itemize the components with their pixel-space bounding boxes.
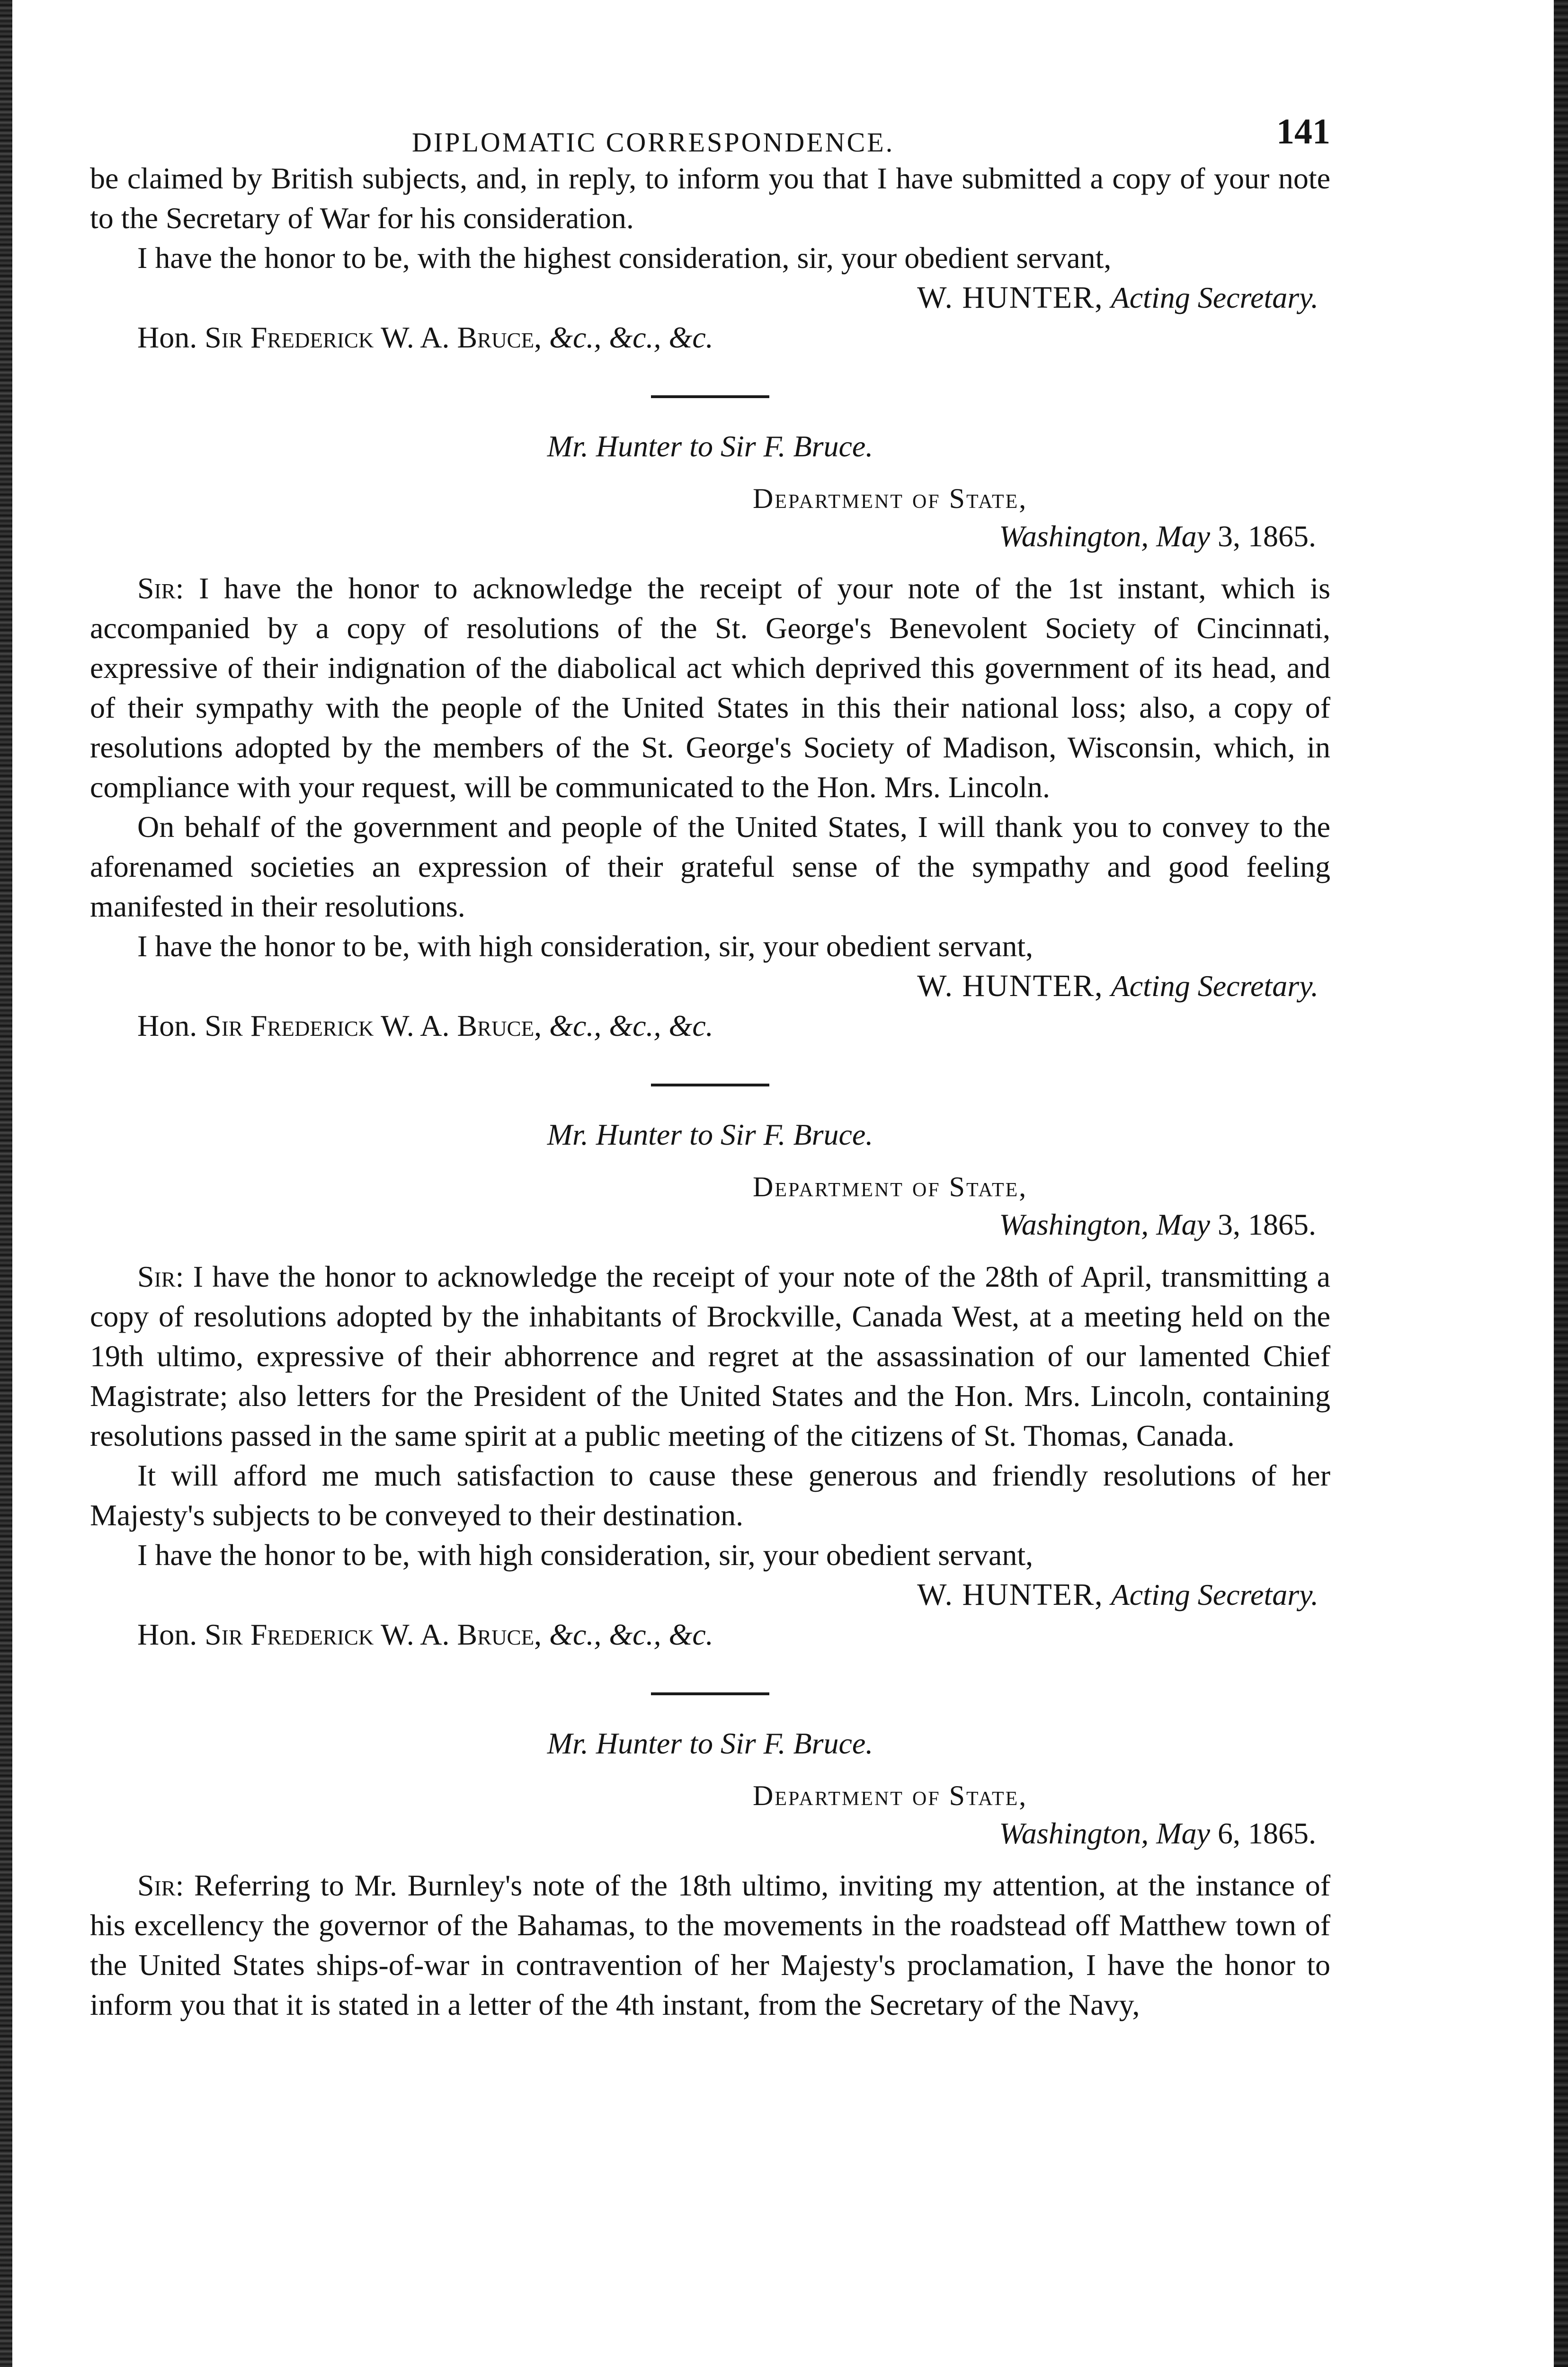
section-divider [651,1084,769,1086]
place-date-line [90,1814,1330,1853]
paragraph-text: Referring to Mr. Burnley's note of the 18th ultimo, inviting my attention, at the instance of his excellency the governor of the Bahamas, to the movements in the roadstead off Matthew town of the United States ships-of-war in contravention of her Majesty's proclamation, I have the honor to inform you that it is stated in a letter of the 4th instant, from the Secretary of the Navy, [90,1869,1330,2021]
salutation: Sir: [137,1869,184,1902]
addressee-name: Sir Frederick W. A. Bruce, [205,320,542,354]
signature-title: Acting Secretary. [1111,969,1319,1003]
addressee-hon: Hon. [137,320,197,354]
signature [90,278,1330,318]
addressee [137,318,1330,357]
signature-name: W. HUNTER, [917,969,1104,1003]
closing-paragraph: I have the honor to be, with high consideration, sir, your obedient servant, [137,929,1033,963]
running-title: DIPLOMATIC CORRESPONDENCE. [412,127,895,158]
date: 3, 1865. [1218,1208,1316,1241]
department-line: Department of State, [753,1171,1028,1202]
closing-paragraph: I have the honor to be, with high consideration, sir, your obedient servant, [137,1538,1033,1572]
letter [90,1724,1330,2025]
letter-continuation [90,159,1330,357]
section-divider [651,395,769,398]
place-date-line [90,516,1330,556]
signature-name: W. HUNTER, [917,280,1104,315]
place: Washington, May [999,1816,1210,1850]
addressee-etc: &c., &c., &c. [549,1618,713,1651]
letter-heading: Mr. Hunter to Sir F. Bruce. [547,429,873,463]
place: Washington, May [999,519,1210,553]
salutation: Sir: [137,1260,184,1293]
letter [90,1115,1330,1655]
place-date-line [90,1205,1330,1245]
signature [90,966,1330,1006]
addressee [137,1615,1330,1655]
scan-edge-left [0,0,12,2367]
closing-paragraph: I have the honor to be, with the highest consideration, sir, your obedient servant, [137,241,1112,275]
addressee-hon: Hon. [137,1618,197,1651]
signature [90,1575,1330,1615]
document-page [90,107,1330,2025]
addressee-etc: &c., &c., &c. [549,320,713,354]
letter-heading: Mr. Hunter to Sir F. Bruce. [547,1118,873,1151]
department-line: Department of State, [753,1780,1028,1811]
addressee-name: Sir Frederick W. A. Bruce, [205,1009,542,1042]
date: 6, 1865. [1218,1816,1316,1850]
paragraph-text: I have the honor to acknowledge the receipt of your note of the 28th of April, transmitting a copy of resolutions adopted by the inhabitants of Brockville, Canada West, at a meeting held on the 19th ultimo, expressive of their abhorrence and regret at the assassination of our lamented Chief Magistrate; also letters for the President of the United States and the Hon. Mrs. Lincoln, containing resolutions passed in the same spirit at a public meeting of the citizens of St. Thomas, Canada. [90,1260,1330,1452]
body-paragraph: On behalf of the government and people of the United States, I will thank you to convey to the aforenamed societies an expression of their grateful sense of the sympathy and good feeling manifested in their resolutions. [90,810,1330,923]
place: Washington, May [999,1208,1210,1241]
addressee [137,1006,1330,1046]
section-divider [651,1692,769,1695]
body-paragraph [90,1866,1330,2025]
body-paragraph [90,569,1330,807]
body-paragraph: It will afford me much satisfaction to cause these generous and friendly resolutions of her Majesty's subjects to be conveyed to their destination. [90,1459,1330,1532]
signature-title: Acting Secretary. [1111,1578,1319,1611]
addressee-etc: &c., &c., &c. [549,1009,713,1042]
signature-name: W. HUNTER, [917,1577,1104,1612]
running-head [90,107,1330,159]
addressee-hon: Hon. [137,1009,197,1042]
date: 3, 1865. [1218,519,1316,553]
addressee-name: Sir Frederick W. A. Bruce, [205,1618,542,1651]
scan-edge-right [1554,0,1568,2367]
page-number: 141 [1276,112,1330,151]
letter-heading: Mr. Hunter to Sir F. Bruce. [547,1726,873,1760]
body-paragraph [90,1257,1330,1456]
salutation: Sir: [137,571,184,605]
department-line: Department of State, [753,483,1028,514]
paragraph-text: I have the honor to acknowledge the receipt of your note of the 1st instant, which is accompanied by a copy of resolutions of the St. George's Benevolent Society of Cincinnati, expressive of their indignation of the diabolical act which deprived this government of its head, and of their sympathy with the people of the United States in this their national loss; also, a copy of resolutions adopted by the members of the St. George's Society of Madison, Wisconsin, which, in compliance with your request, will be communicated to the Hon. Mrs. Lincoln. [90,571,1331,804]
body-paragraph: be claimed by British subjects, and, in reply, to inform you that I have submitted a copy of your note to the Secretary of War for his consideration. [90,161,1330,235]
letter [90,427,1330,1046]
signature-title: Acting Secretary. [1111,281,1319,314]
